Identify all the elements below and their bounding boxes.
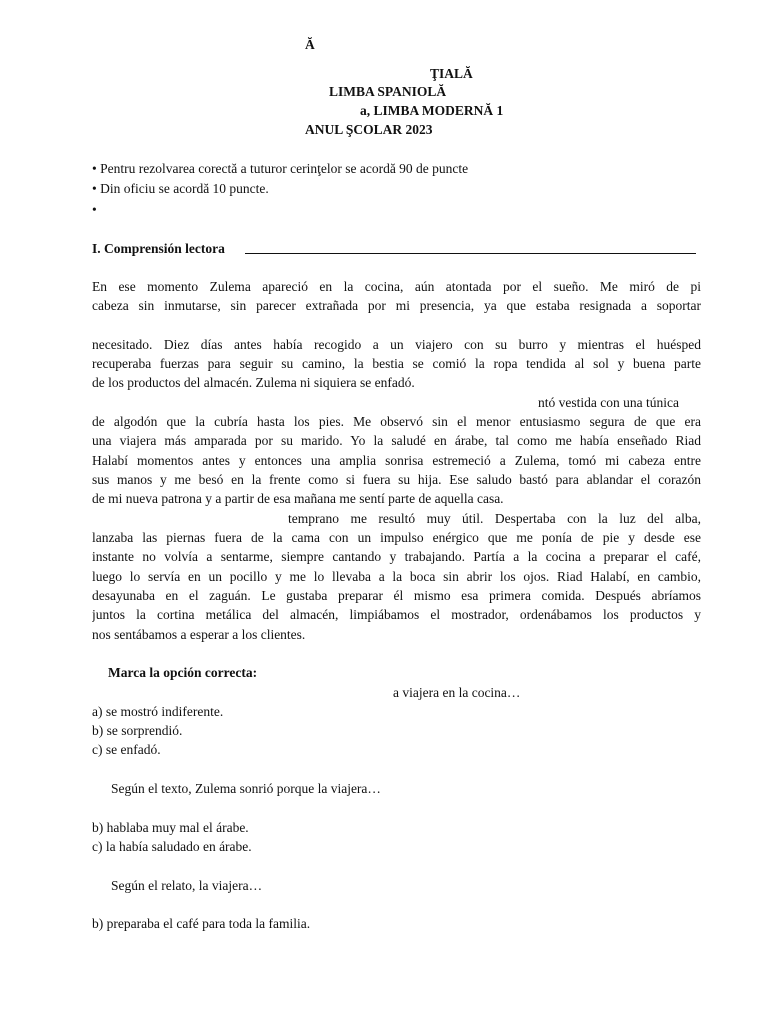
passage-line: Halabí momentos antes y entonces una amplia sonrisa estremeció a Zulema, tomó mi cabeza entre [92, 453, 701, 468]
section-underline [245, 253, 696, 254]
passage-line: de algodón que la cubría hasta los pies. Me observó sin el menor entusiasmo segura de que era [92, 414, 701, 429]
header-line-4: a, LIMBA MODERNĂ 1 [360, 103, 504, 118]
passage-line: necesitado. Diez días antes había recogido a un viajero con su burro y mientras el huésped [92, 337, 701, 352]
header-line-3: LIMBA SPANIOLĂ [329, 84, 447, 99]
passage-line: temprano me resultó muy útil. Despertaba con la luz del alba, [288, 511, 701, 526]
answer-option: a) se mostró indiferente. [92, 704, 224, 719]
question-stem: Según el texto, Zulema sonrió porque la viajera… [111, 781, 381, 796]
answer-option: b) se sorprendió. [92, 723, 183, 738]
passage-line: cabeza sin inmutarse, sin parecer extrañada por mi presencia, ya que estaba resignada a soportar [92, 298, 701, 313]
passage-line: sus manos y me besó en la frente como si fuera su hija. Ese saludo bastó para ablandar el corazón [92, 472, 701, 487]
header-line-5: ANUL ŞCOLAR 2023 [305, 122, 433, 137]
answer-option: b) preparaba el café para toda la familia. [92, 916, 311, 931]
passage-line: una viajera más amparada por su marido. Yo la saludé en árabe, tal como me había enseñado Riad [92, 433, 701, 448]
answer-option: c) la había saludado en árabe. [92, 839, 252, 854]
answer-option: c) se enfadó. [92, 742, 161, 757]
bullet-item: • [92, 202, 97, 217]
passage-line: luego lo servía en un pocillo y me lo llevaba a la boca sin abrir los ojos. Riad Halabí, en cambio, [92, 569, 701, 584]
questions-instruction: Marca la opción correcta: [108, 665, 258, 680]
passage-line: ntó vestida con una túnica [538, 395, 679, 410]
question-stem: Según el relato, la viajera… [111, 878, 263, 893]
question-stem: a viajera en la cocina… [393, 685, 521, 700]
passage-line: instante no volvía a sentarme, siempre cantando y trabajando. Partía a la cocina a preparar el café, [92, 549, 701, 564]
passage-line: juntos la cortina metálica del almacén, limpiábamos el mostrador, ordenábamos los productos y [92, 607, 701, 622]
answer-option: b) hablaba muy mal el árabe. [92, 820, 249, 835]
passage-line: lanzaba las piernas fuera de la cama con un impulso enérgico que me ponía de pie y desde ese [92, 530, 701, 545]
header-line-2: ŢIALĂ [430, 66, 473, 81]
section-title: I. Comprensión lectora [92, 241, 225, 256]
passage-line: nos sentábamos a esperar a los clientes. [92, 627, 306, 642]
header-line-1: Ă [305, 37, 315, 52]
passage-line: recuperaba fuerzas para seguir su camino, la bestia se comió la ropa tendida al sol y buena parte [92, 356, 701, 371]
bullet-item: • Din oficiu se acordă 10 puncte. [92, 181, 269, 196]
passage-line: de mi nueva patrona y a partir de esa mañana me sentí parte de aquella casa. [92, 491, 504, 506]
bullet-item: • Pentru rezolvarea corectă a tuturor cerinţelor se acordă 90 de puncte [92, 161, 469, 176]
passage-line: desayunaba en el zaguán. Le gustaba preparar él mismo esa primera comida. Después abríamos [92, 588, 701, 603]
passage-line: En ese momento Zulema apareció en la cocina, aún atontada por el sueño. Me miró de pi [92, 279, 701, 294]
passage-line: de los productos del almacén. Zulema ni siquiera se enfadó. [92, 375, 415, 390]
